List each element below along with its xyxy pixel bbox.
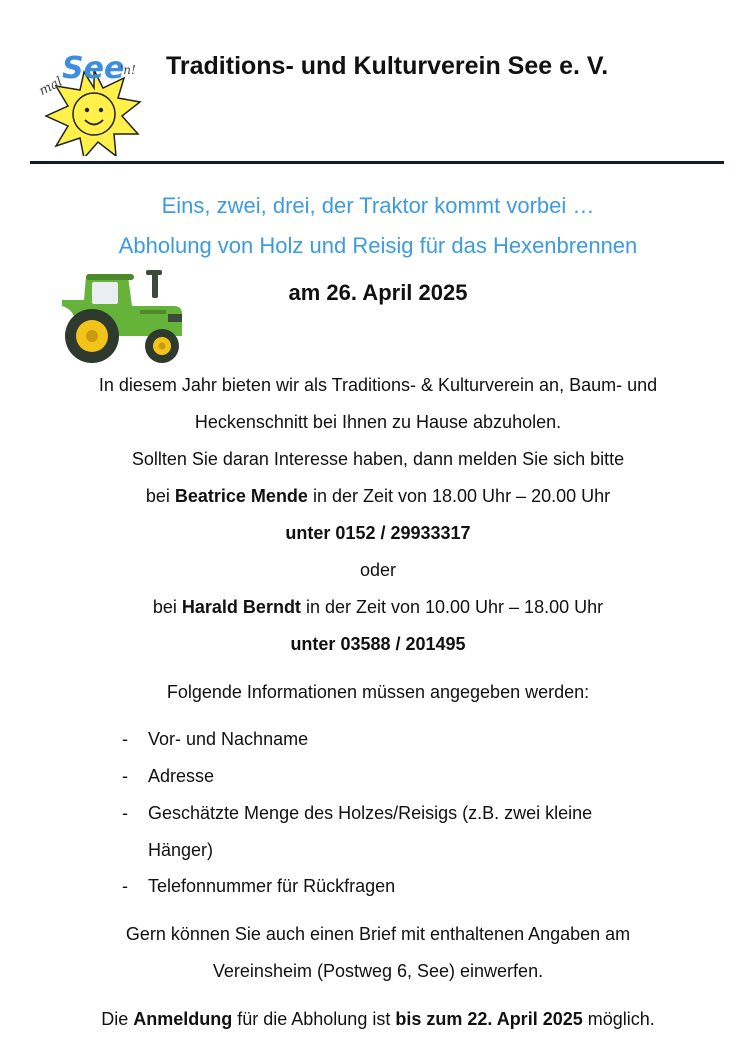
contact-2-phone: unter 03588 / 201495 bbox=[290, 634, 466, 654]
list-item-name: Vor- und Nachname bbox=[148, 729, 309, 749]
deadline-keyword: Anmeldung bbox=[133, 1009, 233, 1029]
info-intro: Folgende Informationen müssen angegeben werden: bbox=[166, 682, 590, 702]
logo-text-small: mal bbox=[36, 74, 66, 100]
contact-1-time: in der Zeit von 18.00 Uhr – 20.00 Uhr bbox=[307, 486, 611, 506]
list-bullet: - bbox=[122, 729, 128, 749]
list-bullet: - bbox=[122, 766, 128, 786]
event-date: am 26. April 2025 bbox=[288, 280, 468, 305]
list-bullet: - bbox=[122, 803, 128, 823]
list-item-address: Adresse bbox=[148, 766, 215, 786]
or-separator: oder bbox=[359, 560, 397, 580]
contact-2-name: Harald Berndt bbox=[181, 597, 301, 617]
list-bullet: - bbox=[122, 876, 128, 896]
deadline-prefix: Die bbox=[101, 1009, 134, 1029]
intro-line-2: Heckenschnitt bei Ihnen zu Hause abzuholen. bbox=[194, 412, 562, 432]
contact-1 bbox=[0, 486, 746, 507]
tractor-icon bbox=[56, 266, 188, 366]
logo-text-big: See bbox=[62, 51, 125, 86]
headline-line-1: Eins, zwei, drei, der Traktor kommt vorbei … bbox=[161, 193, 595, 218]
list-item-amount-cont: Hänger) bbox=[148, 840, 214, 860]
letter-line-1: Gern können Sie auch einen Brief mit enthaltenen Angaben am bbox=[125, 924, 631, 944]
intro-line-1: In diesem Jahr bieten wir als Traditions- & Kulturverein an, Baum- und bbox=[98, 375, 658, 395]
deadline-middle: für die Abholung ist bbox=[232, 1009, 396, 1029]
contact-2-time: in der Zeit von 10.00 Uhr – 18.00 Uhr bbox=[300, 597, 604, 617]
intro-line-3: Sollten Sie daran Interesse haben, dann melden Sie sich bitte bbox=[131, 449, 625, 469]
contact-1-phone: unter 0152 / 29933317 bbox=[285, 523, 471, 543]
contact-2-prefix: bei bbox=[152, 597, 182, 617]
sun-logo-icon bbox=[36, 46, 148, 156]
deadline-date: bis zum 22. April 2025 bbox=[395, 1009, 583, 1029]
contact-1-name: Beatrice Mende bbox=[174, 486, 308, 506]
logo-text-end: 'n! bbox=[120, 63, 136, 77]
deadline-suffix: möglich. bbox=[582, 1009, 655, 1029]
list-item-amount: Geschätzte Menge des Holzes/Reisigs (z.B. zwei kleine bbox=[148, 803, 593, 823]
contact-1-prefix: bei bbox=[145, 486, 175, 506]
contact-2 bbox=[0, 597, 746, 618]
list-item-phone: Telefonnummer für Rückfragen bbox=[148, 876, 396, 896]
deadline-note bbox=[0, 1009, 746, 1030]
org-title: Traditions- und Kulturverein See e. V. bbox=[166, 52, 609, 80]
headline-line-2: Abholung von Holz und Reisig für das Hexenbrennen bbox=[118, 233, 638, 258]
header-divider bbox=[30, 161, 724, 164]
letter-line-2: Vereinsheim (Postweg 6, See) einwerfen. bbox=[212, 961, 544, 981]
